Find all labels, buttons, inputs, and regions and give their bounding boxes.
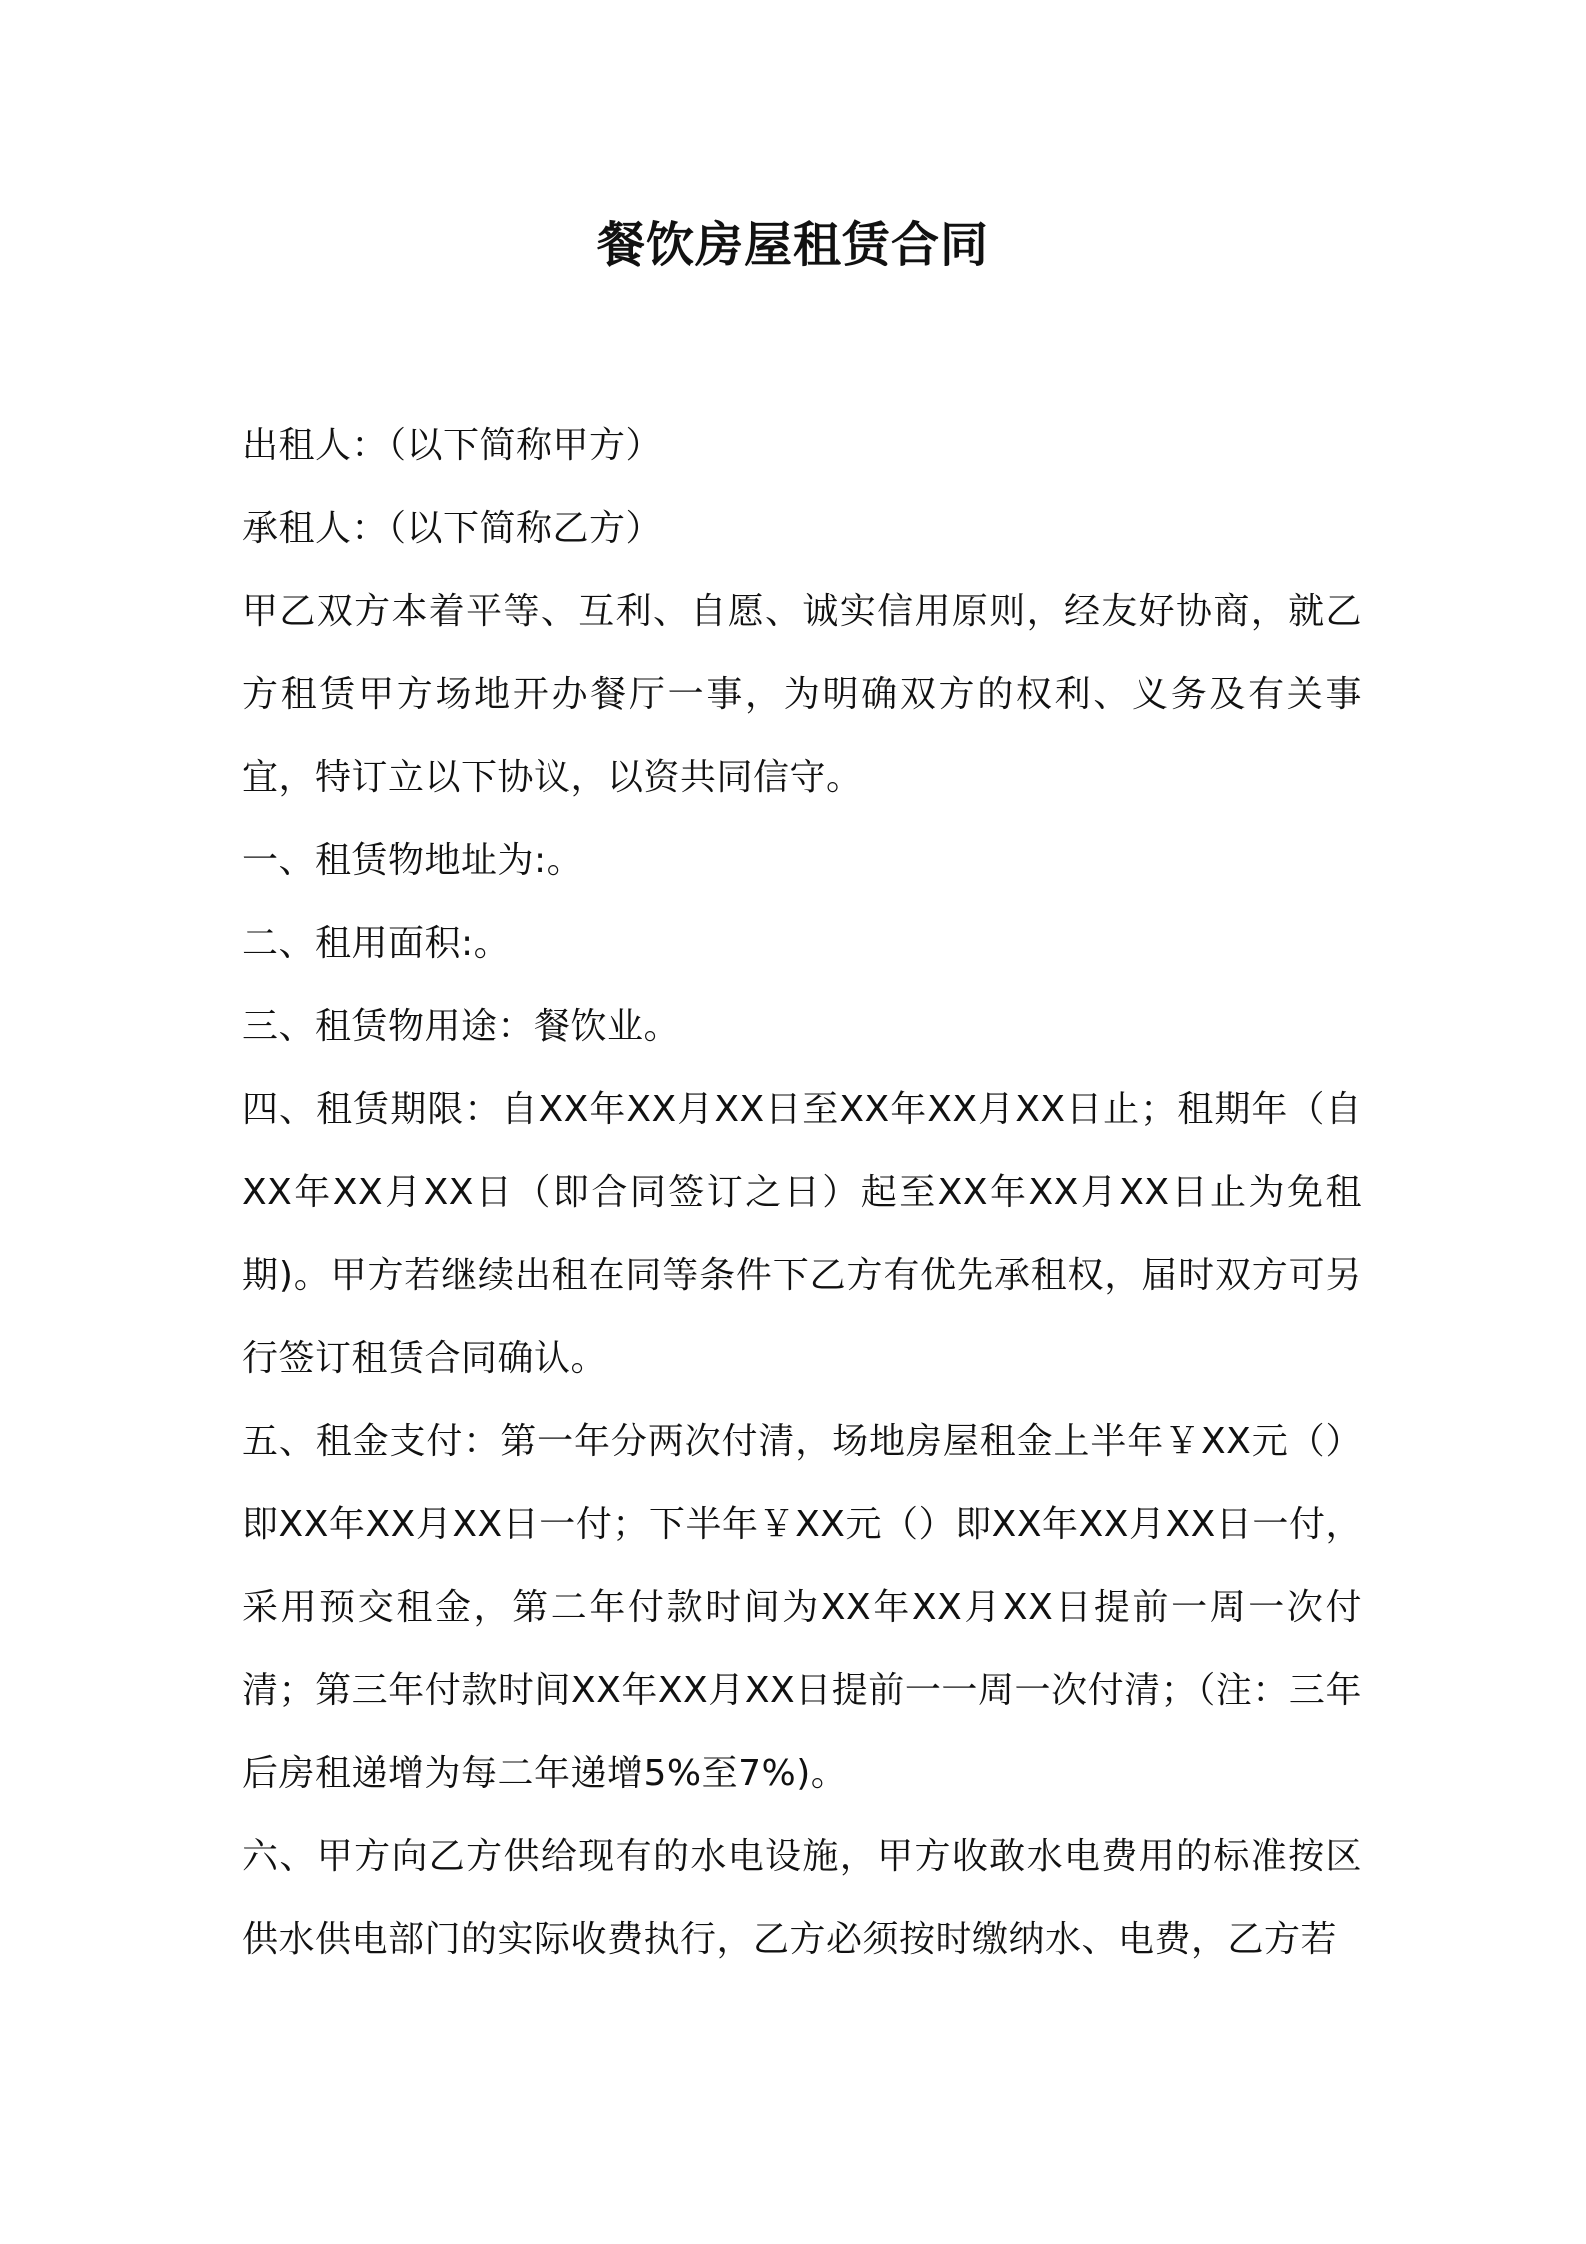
clause-6-utilities: 六、甲方向乙方供给现有的水电设施，甲方收敢水电费用的标准按区供水供电部门的实际收费执行，乙方必须按时缴纳水、电费，乙方若: [242, 1836, 1362, 1960]
paragraph-preamble: 甲乙双方本着平等、互利、自愿、诚实信用原则，经友好协商，就乙方租赁甲方场地开办餐厅一事，为明确双方的权利、义务及有关事宜，特订立以下协议，以资共同信守。: [242, 591, 1362, 798]
clause-5-rent-payment: 五、租金支付：第一年分两次付清，场地房屋租金上半年￥XX元（）即XX年XX月XX日一付；下半年￥XX元（）即XX年XX月XX日一付，采用预交租金，第二年付款时间为XX年XX月XX日提前一周一次付清；第三年付款时间XX年XX月XX日提前一一周一次付清；（注：三年后房租递增为每二年递增5%至7%)。: [242, 1421, 1362, 1794]
clause-3-purpose: 三、租赁物用途：餐饮业。: [242, 1006, 681, 1047]
clause-4-term: 四、租赁期限：自XX年XX月XX日至XX年XX月XX日止；租期年（自XX年XX月XX日（即合同签订之日）起至XX年XX月XX日止为免租期)。甲方若继续出租在同等条件下乙方有优先承租权，届时双方可另行签订租赁合同确认。: [242, 1089, 1362, 1379]
clause-1-address: 一、租赁物地址为:。: [242, 840, 584, 881]
paragraph-lessor: 出租人：（以下简称甲方）: [242, 425, 663, 466]
clause-2-area: 二、租用面积:。: [242, 923, 511, 964]
document-title: 餐饮房屋租赁合同: [596, 217, 989, 273]
document-body: [242, 404, 1362, 1981]
paragraph-lessee: 承租人：（以下简称乙方）: [242, 508, 663, 549]
